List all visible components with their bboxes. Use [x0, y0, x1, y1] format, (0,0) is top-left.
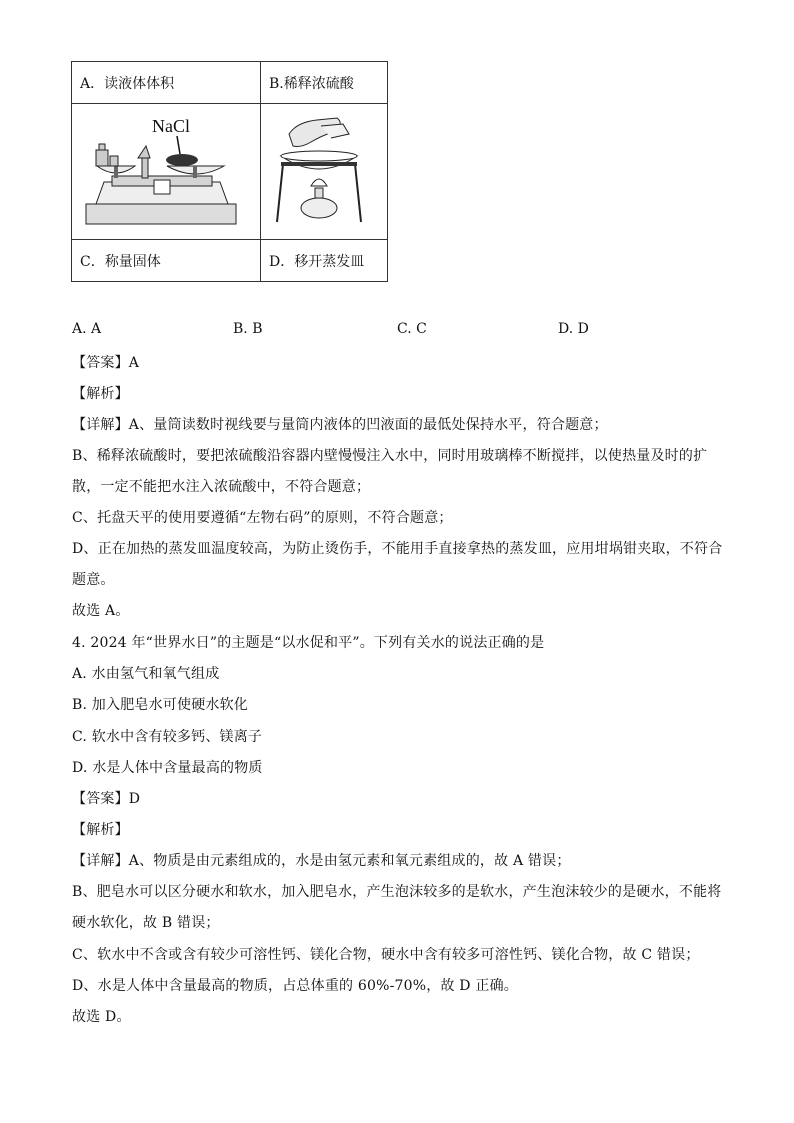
- q3-detail-line: 【详解】A、量筒读数时视线要与量筒内液体的凹液面的最低处保持水平，符合题意；: [72, 417, 608, 433]
- options-table: [71, 61, 388, 282]
- q4-conclusion: 故选 D。: [72, 1009, 131, 1025]
- q4-choice-c: C. 软水中含有较多钙、镁离子: [72, 729, 263, 745]
- q3-detail-line: C、托盘天平的使用要遵循“左物右码”的原则，不符合题意；: [72, 510, 453, 526]
- q4-choice-d: D. 水是人体中含量最高的物质: [72, 760, 263, 776]
- q4-detail-line: C、软水中不含或含有较少可溶性钙、镁化合物，硬水中含有较多可溶性钙、镁化合物，故 C 错误；: [72, 947, 700, 963]
- q3-answer: 【答案】A: [72, 355, 140, 371]
- q4-analysis-heading: 【解析】: [72, 822, 129, 838]
- evaporating-dish-illustration: [261, 104, 388, 240]
- q3-detail-line: 散，一定不能把水注入浓硫酸中，不符合题意；: [72, 479, 371, 495]
- q3-choice-a: A. A: [72, 321, 102, 337]
- option-a-label: A．读液体体积: [72, 62, 261, 104]
- q3-choice-d: D. D: [558, 321, 589, 337]
- q3-detail-line: 题意。: [72, 572, 115, 588]
- q3-analysis-heading: 【解析】: [72, 386, 129, 402]
- q3-conclusion: 故选 A。: [72, 603, 130, 619]
- q3-choice-c: C. C: [397, 321, 427, 337]
- option-b-label: B.稀释浓硫酸: [261, 62, 388, 104]
- q4-stem: 4. 2024 年“世界水日”的主题是“以水促和平”。下列有关水的说法正确的是: [72, 635, 545, 651]
- option-d-label: D．移开蒸发皿: [261, 240, 388, 282]
- option-c-label: C．称量固体: [72, 240, 261, 282]
- nacl-label: NaCl: [152, 116, 190, 136]
- q4-choice-a: A. 水由氢气和氧气组成: [72, 666, 220, 682]
- q4-detail-line: 硬水软化，故 B 错误；: [72, 915, 220, 931]
- q3-choice-b: B. B: [233, 321, 263, 337]
- q4-detail-line: B、肥皂水可以区分硬水和软水，加入肥皂水，产生泡沫较多的是软水，产生泡沫较少的是硬水，不能将: [72, 884, 722, 900]
- q4-detail-line: 【详解】A、物质是由元素组成的，水是由氢元素和氧元素组成的，故 A 错误；: [72, 853, 571, 869]
- q4-answer: 【答案】D: [72, 791, 141, 807]
- q3-detail-line: D、正在加热的蒸发皿温度较高，为防止烫伤手，不能用手直接拿热的蒸发皿，应用坩埚钳夹取，不符合: [72, 541, 723, 557]
- q4-detail-line: D、水是人体中含量最高的物质，占总体重的 60%-70%，故 D 正确。: [72, 978, 518, 994]
- q3-detail-line: B、稀释浓硫酸时，要把浓硫酸沿容器内壁慢慢注入水中，同时用玻璃棒不断搅拌，以使热量及时的扩: [72, 448, 708, 464]
- q4-choice-b: B. 加入肥皂水可使硬水软化: [72, 697, 248, 713]
- balance-illustration: [72, 104, 261, 240]
